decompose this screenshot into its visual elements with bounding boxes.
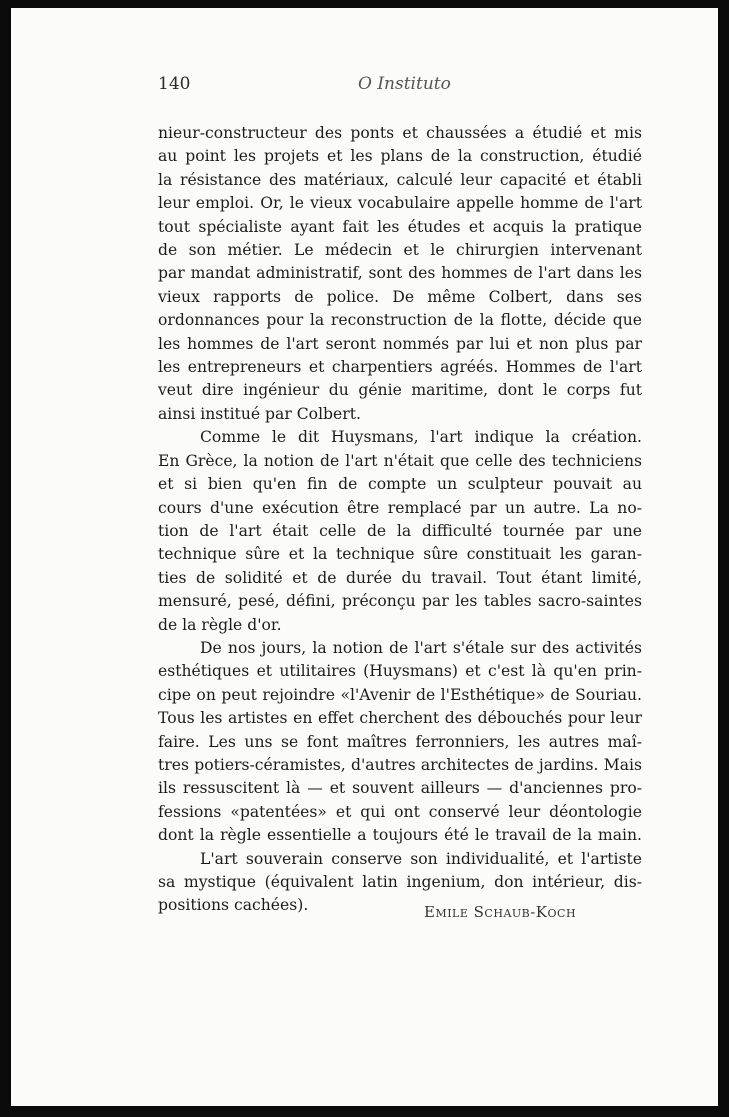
author-signature: Emile Schaub-Koch <box>424 903 577 921</box>
text-line: ordonnances pour la reconstruction de la flotte, décide que <box>158 311 642 330</box>
text-line: esthétiques et utilitaires (Huysmans) et c'est là qu'en prin- <box>158 662 642 681</box>
text-line: les hommes de l'art seront nommés par lui et non plus par <box>158 334 642 353</box>
text-line: ainsi institué par Colbert. <box>158 404 361 423</box>
text-line: fessions «patentées» et qui ont conservé leur déontologie <box>158 802 642 821</box>
text-line: cours d'une exécution être remplacé par un autre. La no- <box>158 498 642 517</box>
text-line: tout spécialiste ayant fait les études et acquis la pratique <box>158 217 642 236</box>
text-line: veut dire ingénieur du génie maritime, dont le corps fut <box>158 381 642 400</box>
page-header <box>158 74 642 96</box>
text-line: positions cachées). <box>158 896 309 915</box>
text-line: mensuré, pesé, défini, préconçu par les tables sacro-saintes <box>158 592 642 611</box>
text-line: et si bien qu'en fin de compte un sculpteur pouvait au <box>158 475 642 494</box>
text-line: de la règle d'or. <box>158 615 282 634</box>
text-line: nieur-constructeur des ponts et chaussées a étudié et mis <box>158 124 642 142</box>
text-line: la résistance des matériaux, calculé leur capacité et établi <box>158 170 642 189</box>
text-line: les entrepreneurs et charpentiers agréés. Hommes de l'art <box>158 358 642 377</box>
text-line: En Grèce, la notion de l'art n'était que celle des techniciens <box>158 451 642 470</box>
text-line: de son métier. Le médecin et le chirurgien intervenant <box>158 241 642 260</box>
text-line: ils ressuscitent là — et souvent ailleurs — d'anciennes pro- <box>158 779 642 798</box>
running-title: O Instituto <box>358 74 451 94</box>
text-line: par mandat administratif, sont des hommes de l'art dans les <box>158 264 642 283</box>
article-body <box>158 122 642 918</box>
text-line: Tous les artistes en effet cherchent des débouchés pour leur <box>158 709 642 728</box>
text-line: L'art souverain conserve son individualité, et l'artiste <box>200 849 642 868</box>
text-line: dont la règle essentielle a toujours été le travail de la main. <box>158 826 642 845</box>
text-line: Comme le dit Huysmans, l'art indique la création. <box>200 428 642 447</box>
text-line: technique sûre et la technique sûre constituait les garan- <box>158 545 642 564</box>
text-line: tion de l'art était celle de la difficulté tournée par une <box>158 521 642 540</box>
text-line: cipe on peut rejoindre «l'Avenir de l'Esthétique» de Souriau. <box>158 685 642 704</box>
text-line: tres potiers-céramistes, d'autres architectes de jardins. Mais <box>158 755 642 774</box>
text-line: ties de solidité et de durée du travail. Tout étant limité, <box>158 568 642 587</box>
text-line: faire. Les uns se font maîtres ferronniers, les autres maî- <box>158 732 642 751</box>
text-line: sa mystique (équivalent latin ingenium, don intérieur, dis- <box>158 873 642 891</box>
text-line: vieux rapports de police. De même Colbert, dans ses <box>158 287 642 306</box>
text-line: De nos jours, la notion de l'art s'étale sur des activités <box>200 638 642 657</box>
page-number: 140 <box>158 74 191 94</box>
text-line: leur emploi. Or, le vieux vocabulaire appelle homme de l'art <box>158 194 642 213</box>
text-line: au point les projets et les plans de la construction, étudié <box>158 147 642 166</box>
